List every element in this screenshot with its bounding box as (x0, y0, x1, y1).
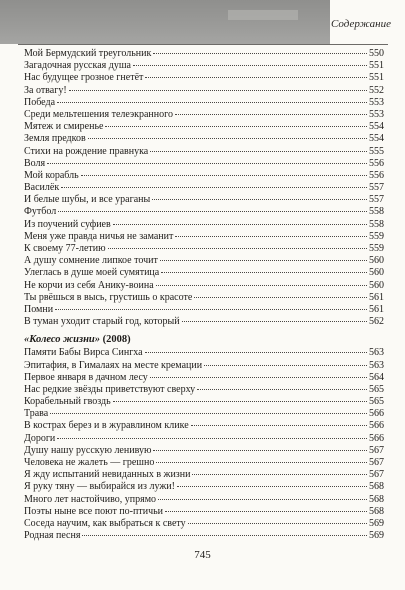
toc-entry-title: Первое января в дачном лесу (24, 371, 148, 383)
dot-leader (192, 474, 367, 475)
toc-entry (24, 85, 384, 97)
toc-entry (24, 121, 384, 133)
running-header-title: Содержание (330, 18, 391, 30)
toc-entry-page: 566 (369, 432, 384, 444)
toc-entry-page: 551 (369, 72, 384, 84)
dot-leader (82, 535, 367, 536)
dot-leader (165, 511, 367, 512)
toc-entry-page: 567 (369, 469, 384, 481)
dot-leader (156, 285, 367, 286)
dot-leader (204, 365, 367, 366)
toc-entry (24, 445, 384, 457)
toc-entry-title: Загадочная русская душа (24, 60, 131, 72)
toc-entry-page: 558 (369, 218, 384, 230)
toc-entry (24, 518, 384, 530)
toc-entry (24, 243, 384, 255)
section-title: «Колесо жизни» (24, 334, 100, 346)
toc-entry-page: 560 (369, 255, 384, 267)
dot-leader (88, 138, 367, 139)
toc-entry-page: 554 (369, 121, 384, 133)
toc-entry (24, 206, 384, 218)
dot-leader (175, 114, 367, 115)
toc-entry-page: 566 (369, 408, 384, 420)
toc-entry (24, 72, 384, 84)
toc-entry-page: 554 (369, 133, 384, 145)
toc-entry (24, 219, 384, 231)
dot-leader (152, 199, 367, 200)
toc-entry-page: 557 (369, 194, 384, 206)
dot-leader (55, 309, 367, 310)
toc-entry (24, 506, 384, 518)
toc-entry-title: Я жду испытаний невиданных в жизни (24, 469, 191, 481)
toc-entry-page: 555 (369, 145, 384, 157)
toc-entry-title: Улеглась в душе моей сумятица (24, 267, 160, 279)
toc-entry (24, 433, 384, 445)
dot-leader (182, 321, 367, 322)
toc-entry-title: Мятеж и смиренье (24, 121, 104, 133)
toc-entry-title: Ты рвёшься в высь, грустишь о красоте (24, 291, 193, 303)
toc-entry (24, 48, 384, 60)
dot-leader (145, 77, 367, 78)
dot-leader (47, 163, 367, 164)
toc-entry-page: 557 (369, 182, 384, 194)
toc-entry-page: 564 (369, 371, 384, 383)
toc-entry (24, 304, 384, 316)
toc-entry-title: Памяти Бабы Вирса Сингха (24, 347, 143, 359)
dot-leader (177, 486, 367, 487)
toc-entry-title: Поэты ныне все поют по-птичьи (24, 505, 164, 517)
toc-list-previous-section (24, 48, 384, 328)
dot-leader (108, 248, 367, 249)
toc-entry-page: 560 (369, 267, 384, 279)
dot-leader (194, 297, 367, 298)
toc-entry-page: 565 (369, 383, 384, 395)
toc-list-koleso-zhizni (24, 347, 384, 542)
toc-entry (24, 469, 384, 481)
toc-entry-title: В кострах берез и в журавлином клике (24, 420, 189, 432)
toc-entry (24, 457, 384, 469)
toc-entry-title: Человека не жалеть — грешно (24, 457, 155, 468)
toc-entry-page: 563 (369, 359, 384, 371)
toc-entry-title: Нас редкие звёзды приветствуют сверху (24, 383, 196, 395)
dot-leader (153, 53, 367, 54)
toc-entry-title: Соседа научим, как выбраться к свету (24, 517, 186, 529)
section-year: (2008) (102, 334, 131, 346)
toc-entry-page: 569 (369, 530, 384, 542)
toc-entry-title: К своему 77-летию (24, 243, 106, 254)
toc-entry-page: 567 (369, 444, 384, 456)
toc-entry (24, 97, 384, 109)
dot-leader (150, 377, 367, 378)
section-heading (24, 333, 384, 347)
toc-entry-title: Из поучений суфиев (24, 218, 111, 230)
toc-entry (24, 396, 384, 408)
dot-leader (197, 389, 367, 390)
toc-entry (24, 420, 384, 432)
toc-entry-title: Корабельный гвоздь (24, 396, 111, 408)
toc-entry-page: 552 (369, 84, 384, 96)
toc-entry (24, 109, 384, 121)
dot-leader (188, 523, 367, 524)
dot-leader (156, 462, 367, 463)
dot-leader (191, 425, 367, 426)
toc-entry (24, 384, 384, 396)
toc-entry (24, 194, 384, 206)
toc-entry (24, 280, 384, 292)
dot-leader (113, 401, 367, 402)
toc-entry (24, 316, 384, 328)
toc-entry-title: Среди мельтешения телеэкранного (24, 108, 173, 120)
toc-entry (24, 60, 384, 72)
toc-entry-title: Нас будущее грозное гнетёт (24, 72, 144, 84)
toc-entry (24, 170, 384, 182)
dot-leader (58, 211, 367, 212)
toc-entry (24, 158, 384, 170)
dot-leader (105, 126, 367, 127)
toc-entry-page: 550 (369, 48, 384, 59)
dot-leader (113, 224, 367, 225)
toc-entry-page: 562 (369, 316, 384, 328)
toc-entry-page: 553 (369, 96, 384, 108)
toc-entry (24, 481, 384, 493)
page-number: 745 (194, 549, 211, 561)
header-band-mark (228, 10, 298, 20)
toc-entry-title: Стихи на рождение правнука (24, 145, 149, 157)
toc-entry (24, 146, 384, 158)
toc-entry (24, 133, 384, 145)
toc-entry (24, 530, 384, 542)
dot-leader (81, 175, 367, 176)
toc-entry-title: Душу нашу русскую ленивую (24, 444, 152, 456)
toc-entry-page: 561 (369, 291, 384, 303)
toc-entry-title: Мой корабль (24, 169, 79, 181)
toc-entry-title: Родная песня (24, 530, 81, 542)
toc-entry (24, 494, 384, 506)
toc-entry (24, 255, 384, 267)
toc-entry-page: 556 (369, 157, 384, 169)
toc-entry-page: 558 (369, 206, 384, 218)
toc-entry-page: 553 (369, 108, 384, 120)
header-rule (18, 44, 388, 45)
toc-entry-title: Много лет настойчиво, упрямо (24, 493, 157, 505)
toc-entry-title: Я руку тяну — выбирайся из лужи! (24, 481, 175, 493)
toc-entry-title: В туман уходит старый год, который (24, 316, 180, 328)
dot-leader (61, 187, 367, 188)
dot-leader (153, 450, 367, 451)
toc-entry-page: 561 (369, 303, 384, 315)
dot-leader (57, 102, 367, 103)
toc-entry-title: Мой Бермудский треугольник (24, 48, 152, 59)
toc-entry-page: 569 (369, 517, 384, 529)
dot-leader (150, 151, 367, 152)
toc-entry (24, 360, 384, 372)
toc-entry-page: 563 (369, 347, 384, 359)
dot-leader (175, 236, 367, 237)
toc-entry (24, 372, 384, 384)
toc-entry-title: Трава (24, 408, 49, 420)
dot-leader (145, 352, 367, 353)
page-header (0, 0, 405, 44)
toc-entry-page: 560 (369, 279, 384, 291)
toc-entry-title: Победа (24, 96, 56, 108)
toc-entry-title: Не корчи из себя Анику-воина (24, 279, 154, 291)
toc-entry (24, 292, 384, 304)
toc-entry-title: Земля предков (24, 133, 86, 145)
toc-entry (24, 267, 384, 279)
toc-entry-page: 565 (369, 396, 384, 408)
toc-entry-title: Помни (24, 303, 54, 315)
toc-entry-page: 559 (369, 230, 384, 242)
toc-entry-title: Эпитафия, в Гималаях на месте кремации (24, 359, 203, 371)
toc-entry-page: 567 (369, 457, 384, 468)
toc-entry-page: 566 (369, 420, 384, 432)
toc-entry-title: Меня уже правда ничья не заманит (24, 230, 174, 242)
toc-entry-title: Дороги (24, 432, 56, 444)
toc-entry-page: 568 (369, 481, 384, 493)
toc-entry (24, 408, 384, 420)
dot-leader (161, 272, 367, 273)
toc-entry-page: 556 (369, 169, 384, 181)
toc-entry-page: 568 (369, 505, 384, 517)
header-gray-band (0, 0, 330, 44)
toc-entry-title: Футбол (24, 206, 57, 218)
toc-entry-title: Василёк (24, 182, 60, 194)
dot-leader (133, 65, 367, 66)
toc-entry-page: 551 (369, 60, 384, 72)
toc-entry-title: Воля (24, 157, 46, 169)
toc-entry (24, 231, 384, 243)
dot-leader (69, 90, 367, 91)
toc-entry (24, 182, 384, 194)
toc-entry-page: 559 (369, 243, 384, 254)
table-of-contents (24, 48, 384, 542)
dot-leader (57, 438, 367, 439)
toc-entry-title: За отвагу! (24, 84, 67, 96)
dot-leader (158, 499, 367, 500)
dot-leader (50, 413, 367, 414)
toc-entry-page: 568 (369, 493, 384, 505)
toc-entry-title: И белые шубы, и все ураганы (24, 194, 151, 206)
toc-entry (24, 347, 384, 359)
dot-leader (160, 260, 367, 261)
toc-entry-title: А душу сомнение липкое точит (24, 255, 158, 267)
